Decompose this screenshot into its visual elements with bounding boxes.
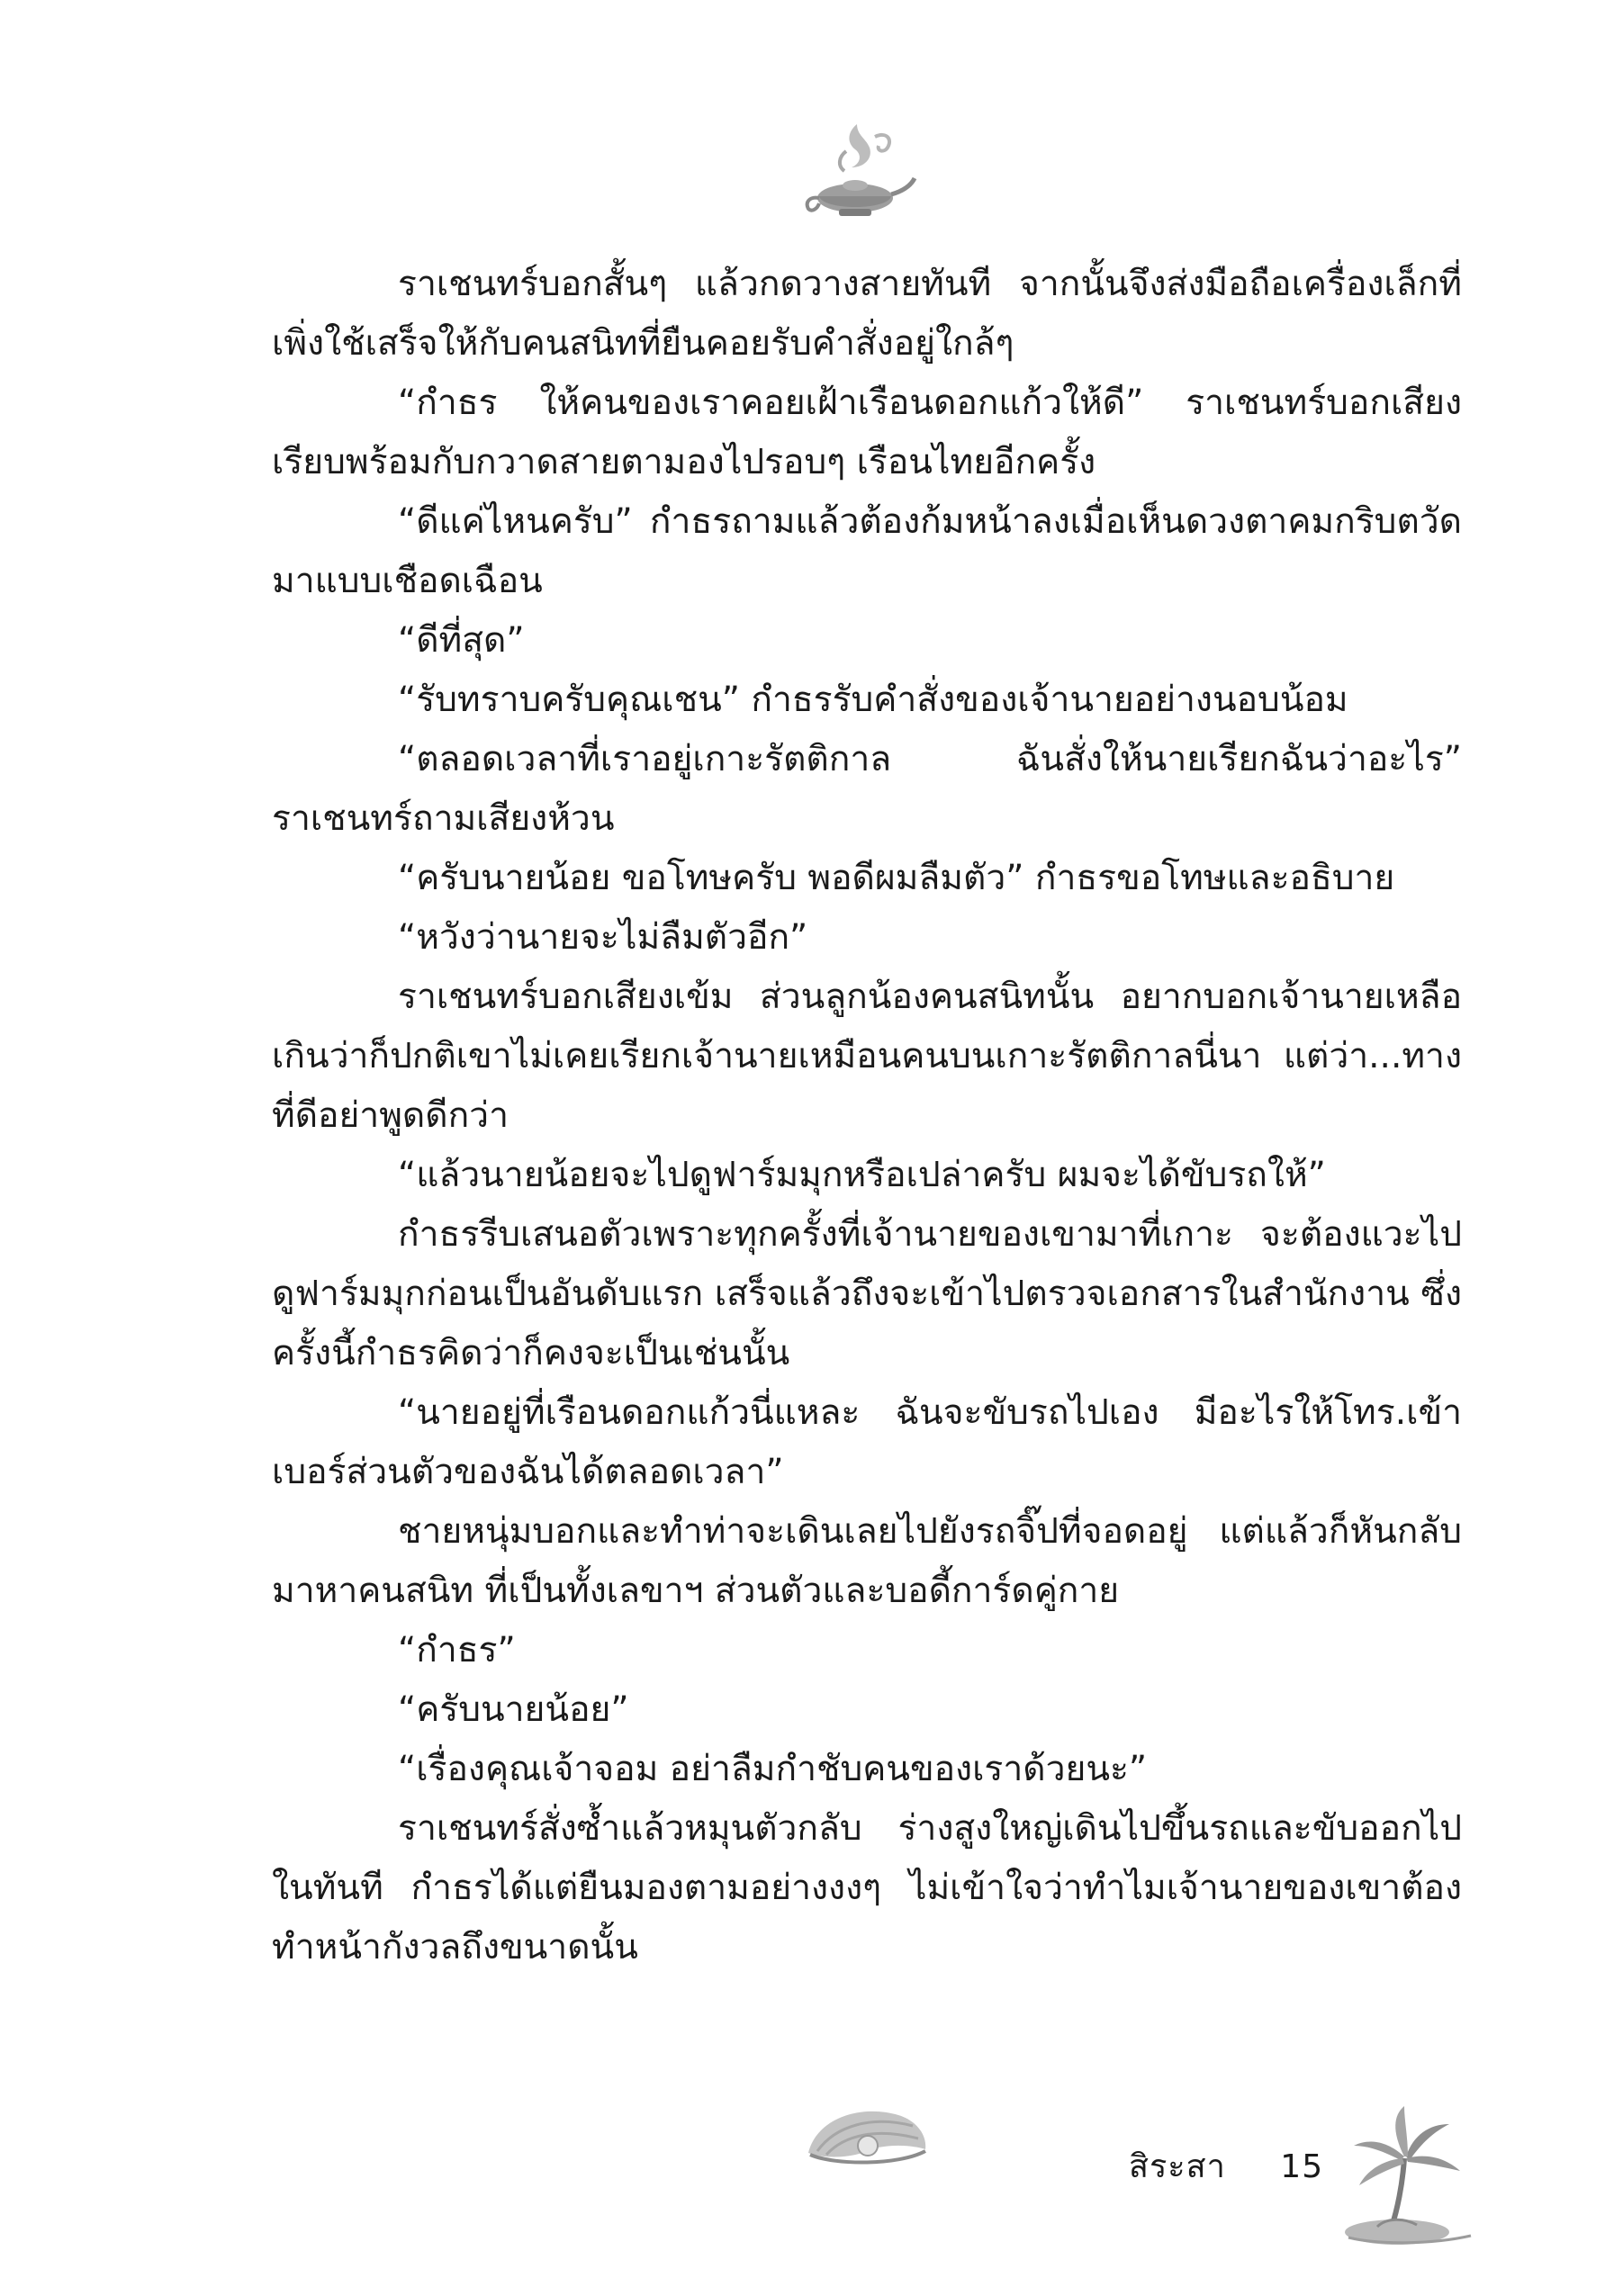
paragraph: “หวังว่านายจะไม่ลืมตัวอีก” bbox=[398, 917, 808, 958]
paragraph: ราเชนทร์สั่งซ้ำแล้วหมุนตัวกลับ ร่างสูงใหญ่เดินไปขึ้นรถและขับออกไปในทันที กำธรได้แต่ยืนมองตามอย่างงงๆ ไม่เข้าใจว่าทำไมเจ้านายของเขาต้องทำหน้ากังวลถึงขนาดนั้น bbox=[272, 1808, 1462, 1967]
shell-pearl-icon bbox=[799, 2099, 934, 2171]
paragraph: ราเชนทร์บอกสั้นๆ แล้วกดวางสายทันที จากนั้นจึงส่งมือถือเครื่องเล็กที่เพิ่งใช้เสร็จให้กับคนสนิทที่ยืนคอยรับคำสั่งอยู่ใกล้ๆ bbox=[272, 264, 1462, 364]
page-footer bbox=[1129, 2140, 1323, 2192]
paragraph: “รับทราบครับคุณเชน” กำธรรับคำสั่งของเจ้านายอย่างนอบน้อม bbox=[398, 680, 1348, 720]
palm-island-icon bbox=[1341, 2104, 1476, 2248]
paragraph: “นายอยู่ที่เรือนดอกแก้วนี่แหละ ฉันจะขับรถไปเอง มีอะไรให้โทร.เข้าเบอร์ส่วนตัวของฉันได้ตลอดเวลา” bbox=[272, 1392, 1462, 1492]
paragraph: “เรื่องคุณเจ้าจอม อย่าลืมกำชับคนของเราด้วยนะ” bbox=[398, 1749, 1148, 1789]
paragraph: ราเชนทร์บอกเสียงเข้ม ส่วนลูกน้องคนสนิทนั้น อยากบอกเจ้านายเหลือเกินว่าก็ปกติเขาไม่เคยเรียกเจ้านายเหมือนคนบนเกาะรัตติกาลนี่นา แต่ว่า...ทางที่ดีอย่าพูดดีกว่า bbox=[272, 977, 1462, 1136]
paragraph: “แล้วนายน้อยจะไปดูฟาร์มมุกหรือเปล่าครับ ผมจะได้ขับรถให้” bbox=[398, 1155, 1326, 1195]
paragraph: “กำธร” bbox=[398, 1630, 516, 1670]
paragraph: “ดีที่สุด” bbox=[398, 620, 525, 661]
paragraph: “ครับนายน้อย” bbox=[398, 1689, 629, 1730]
page-number: 15 bbox=[1280, 2148, 1324, 2185]
paragraph: “กำธร ให้คนของเราคอยเฝ้าเรือนดอกแก้วให้ดี” ราเชนทร์บอกเสียงเรียบพร้อมกับกวาดสายตามองไปรอบๆ เรือนไทยอีกครั้ง bbox=[272, 383, 1462, 482]
paragraph: “ครับนายน้อย ขอโทษครับ พอดีผมลืมตัว” กำธรขอโทษและอธิบาย bbox=[398, 858, 1395, 898]
author-name: สิระสา bbox=[1129, 2148, 1226, 2185]
body-text bbox=[272, 255, 1462, 1977]
paragraph: กำธรรีบเสนอตัวเพราะทุกครั้งที่เจ้านายของเขามาที่เกาะ จะต้องแวะไปดูฟาร์มมุกก่อนเป็นอันดับแรก เสร็จแล้วถึงจะเข้าไปตรวจเอกสารในสำนักงาน ซึ่งครั้งนี้กำธรคิดว่าก็คงจะเป็นเช่นนั้น bbox=[272, 1214, 1462, 1373]
paragraph: ชายหนุ่มบอกและทำท่าจะเดินเลยไปยังรถจิ๊ปที่จอดอยู่ แต่แล้วก็หันกลับมาหาคนสนิท ที่เป็นทั้งเลขาฯ ส่วนตัวและบอดี้การ์ดคู่กาย bbox=[272, 1511, 1462, 1611]
magic-lamp-icon bbox=[792, 115, 918, 232]
paragraph: “ตลอดเวลาที่เราอยู่เกาะรัตติกาล ฉันสั่งให้นายเรียกฉันว่าอะไร” ราเชนทร์ถามเสียงห้วน bbox=[272, 739, 1462, 839]
paragraph: “ดีแค่ไหนครับ” กำธรถามแล้วต้องก้มหน้าลงเมื่อเห็นดวงตาคมกริบตวัดมาแบบเชือดเฉือน bbox=[272, 501, 1462, 601]
